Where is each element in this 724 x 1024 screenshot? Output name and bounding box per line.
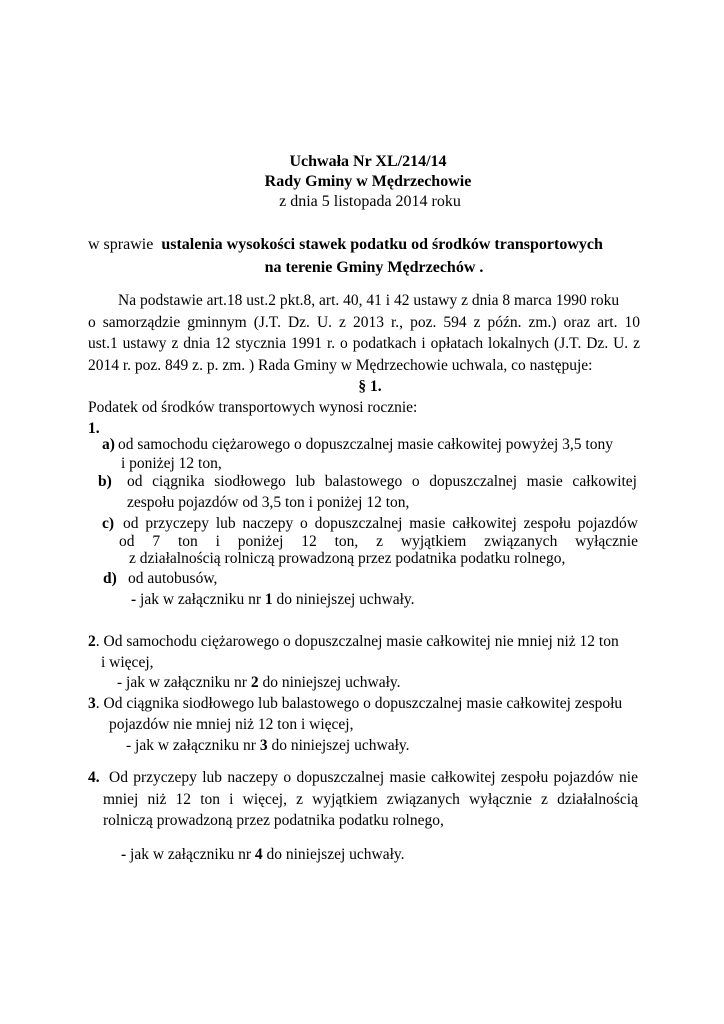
subject-line-1 [88, 235, 603, 254]
item-2-number: 2 [88, 633, 96, 650]
item-1c-line-1: od przyczepy lub naczepy o dopuszczalnej masie całkowitej zespołu pojazdów [123, 515, 638, 532]
item-1a-line-2: i poniżej 12 ton, [121, 455, 222, 472]
item-3-text: . Od ciągnika siodłowego lub balastowego o dopuszczalnej masie całkowitej zespołu [95, 695, 623, 712]
item-2-line-1 [88, 632, 619, 651]
item-4-line-2: mniej niż 12 ton i więcej, z wyjątkiem związanych wyłącznie z działalnością [103, 791, 638, 808]
item-4-line-3: rolniczą prowadzoną przez podatnika podatku rolnego, [103, 812, 444, 829]
resolution-date: z dnia 5 listopada 2014 roku [279, 193, 461, 210]
intro-text: Podatek od środków transportowych wynosi rocznie: [88, 399, 418, 416]
preamble-line-3: ust.1 ustawy z dnia 12 stycznia 1991 r. o podatkach i opłatach lokalnych (J.T. Dz. U. z [88, 335, 640, 352]
item-1b-line-1: od ciągnika siodłowego lub balastowego o dopuszczalnej masie całkowitej [127, 473, 637, 490]
item-1d-line-1: od autobusów, [128, 570, 218, 587]
item-3-line-1 [88, 694, 622, 713]
item-2-reference [117, 673, 401, 692]
section-mark: § 1. [358, 378, 382, 395]
item-1d-label: d) [103, 570, 117, 587]
preamble-line-2: o samorządzie gminnym (J.T. Dz. U. z 2013 r., poz. 594 z późn. zm.) oraz art. 10 [88, 314, 640, 331]
item-1a-line-1: od samochodu ciężarowego o dopuszczalnej masie całkowitej powyżej 3,5 tony [118, 436, 613, 453]
item-4-reference [121, 845, 405, 864]
item-4-number: 4. [88, 769, 100, 786]
item-3-ref-pre: - jak w załączniku nr [126, 737, 256, 754]
item-1-ref-pre: jak w załączniku nr [140, 591, 261, 608]
item-1-ref-num: 1 [264, 591, 273, 608]
preamble-line-4: 2014 r. poz. 849 z. p. zm. ) Rada Gminy w Mędrzechowie uchwala, co następuje: [88, 357, 593, 374]
item-1-ref-post: do niniejszej uchwały. [276, 591, 415, 608]
subject-bold-1: ustalenia wysokości stawek podatku od środków transportowych [161, 236, 603, 253]
item-2-ref-num: 2 [250, 674, 259, 691]
item-3-ref-post: do niniejszej uchwały. [271, 737, 410, 754]
item-1c-line-2: od 7 ton i poniżej 12 ton, z wyjątkiem związanych wyłącznie [119, 533, 638, 550]
item-1b-label: b) [98, 473, 112, 490]
item-1c-label: c) [102, 515, 115, 532]
item-1a-label: a) [102, 436, 115, 453]
item-3-ref-num: 3 [259, 737, 268, 754]
item-2-text: . Od samochodu ciężarowego o dopuszczalnej masie całkowitej nie mniej niż 12 ton [95, 633, 619, 650]
council-name: Rady Gminy w Mędrzechowie [264, 173, 472, 190]
item-2-line-2: i więcej, [101, 654, 154, 671]
item-2-ref-pre: - jak w załączniku nr [117, 674, 247, 691]
subject-prefix: w sprawie [88, 236, 154, 253]
item-1-reference [131, 590, 415, 609]
subject-line-2: na terenie Gminy Mędrzechów . [264, 259, 484, 276]
preamble-line-1: Na podstawie art.18 ust.2 pkt.8, art. 40, 41 i 42 ustawy z dnia 8 marca 1990 roku [118, 292, 620, 309]
item-3-line-2: pojazdów nie mniej niż 12 ton i więcej, [109, 716, 354, 733]
item-1-number: 1. [88, 420, 100, 437]
item-3-reference [126, 736, 410, 755]
item-1-ref-dash: - [131, 591, 137, 608]
item-4-ref-post: do niniejszej uchwały. [266, 846, 405, 863]
item-3-number: 3 [88, 695, 96, 712]
resolution-number: Uchwała Nr XL/214/14 [289, 153, 447, 170]
item-4-ref-pre: jak w załączniku nr [130, 846, 251, 863]
item-1c-line-3: z działalnością rolniczą prowadzoną przez podatnika podatku rolnego, [129, 550, 566, 567]
item-4-ref-num: 4 [254, 846, 263, 863]
item-2-ref-post: do niniejszej uchwały. [262, 674, 401, 691]
item-4-line-1: Od przyczepy lub naczepy o dopuszczalnej masie całkowitej zespołu pojazdów nie [109, 769, 638, 786]
item-4-ref-dash: - [121, 846, 127, 863]
item-1b-line-2: zespołu pojazdów od 3,5 ton i poniżej 12 ton, [127, 494, 410, 511]
